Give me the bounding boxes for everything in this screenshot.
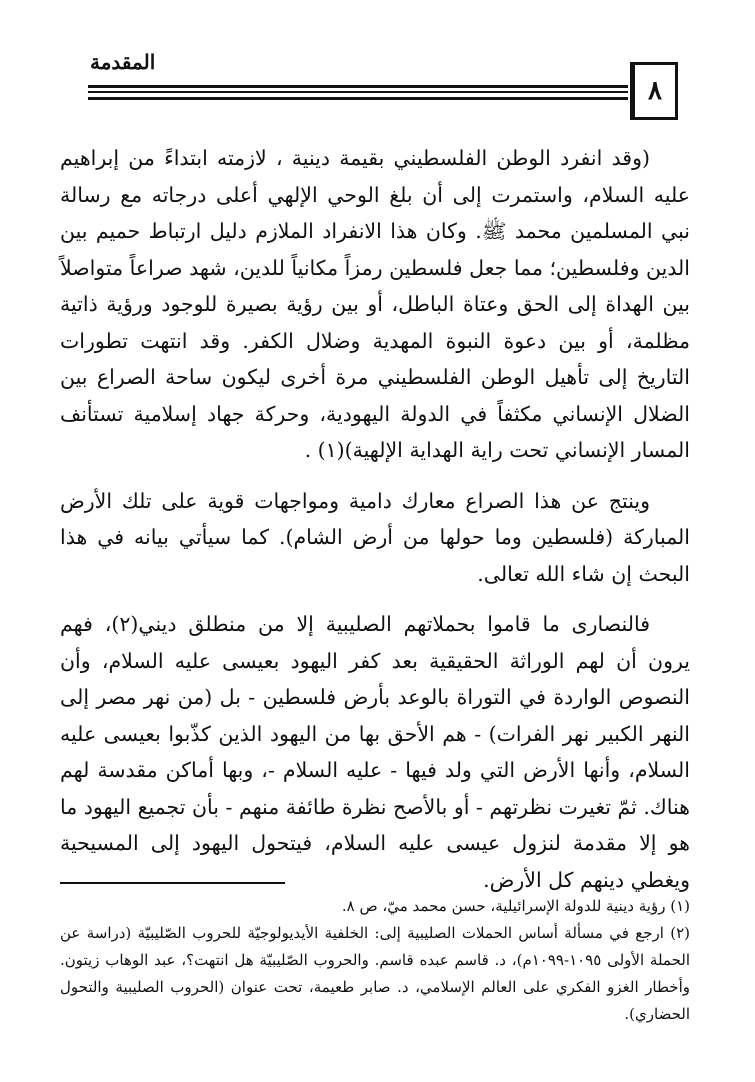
paragraph: فالنصارى ما قاموا بحملاتهم الصليبية إلا من منطلق ديني(٢)، فهم يرون أن لهم الوراثة الحقيقية بعد كفر اليهود بعيسى عليه السلام، وأن النصوص الواردة في التوراة بالوعد بأرض فلسطين - بل (من نهر مصر إلى النهر الكبير نهر الفرات) - هم الأحق بها من اليهود الذين كذّبوا بعيسى عليه السلام، وأنها الأرض التي ولد فيها - عليه السلام -، وبها أماكن مقدسة لهم هناك. ثمّ تغيرت نظرتهم - أو بالأصح نظرة طائفة منهم - بأن تجميع اليهود ما هو إلا مقدمة لنزول عيسى عليه السلام، فيتحول اليهود إلى المسيحية ويغطي دينهم كل الأرض. (60, 612, 690, 892)
running-head-title: المقدمة (90, 50, 156, 74)
header-rule (88, 97, 628, 100)
page-number: ٨ (630, 62, 678, 120)
paragraph: (وقد انفرد الوطن الفلسطيني بقيمة دينية ، لازمته ابتداءً من إبراهيم عليه السلام، واستمرت إلى أن بلغ الوحي الإلهي أعلى درجاته مع رسالة نبي المسلمين محمد ﷺ. وكان هذا الانفراد الملازم دليل ارتباط حميم بين الدين وفلسطين؛ مما جعل فلسطين رمزاً مكانياً للدين، شهد صراعاً متواصلاً بين الهداة إلى الحق وعتاة الباطل، أو بين رؤية بصيرة للوجود ورؤية ذاتية مظلمة، أو بين دعوة النبوة المهدية وضلال الكفر. وقد انتهت تطورات التاريخ إلى تأهيل الوطن الفلسطيني مرة أخرى ليكون ساحة الصراع بين الضلال الإنساني مكثفاً في الدولة اليهودية، وحركة جهاد إسلامية تستأنف المسار الإنساني تحت راية الهداية الإلهية)(١) . (60, 146, 690, 462)
footnote-separator (60, 882, 285, 884)
main-text (60, 140, 690, 912)
footnotes (60, 893, 690, 1028)
header-rule (88, 85, 628, 88)
header-rule (88, 91, 628, 93)
footnote: (٢) ارجع في مسألة أساس الحملات الصليبية إلى: الخلفية الأيديولوجيّة للحروب الصّليبيّة (دراسة عن الحملة الأولى ١٠٩٥-١٠٩٩م)، د. قاسم عبده قاسم. والحروب الصّليبيّة هل انتهت؟، عبد الوهاب زيتون. وأخطار الغزو الفكري على العالم الإسلامي، د. صابر طعيمة، تحت عنوان (الحروب الصليبية والتحول الحضاري). (60, 924, 691, 1023)
footnote: (١) رؤية دينية للدولة الإسرائيلية، حسن محمد ميّ، ص ٨. (341, 897, 690, 915)
paragraph: وينتج عن هذا الصراع معارك دامية ومواجهات قوية على تلك الأرض المباركة (فلسطين وما حولها من أرض الشام). كما سيأتي بيانه في هذا البحث إن شاء الله تعالى. (60, 488, 690, 586)
